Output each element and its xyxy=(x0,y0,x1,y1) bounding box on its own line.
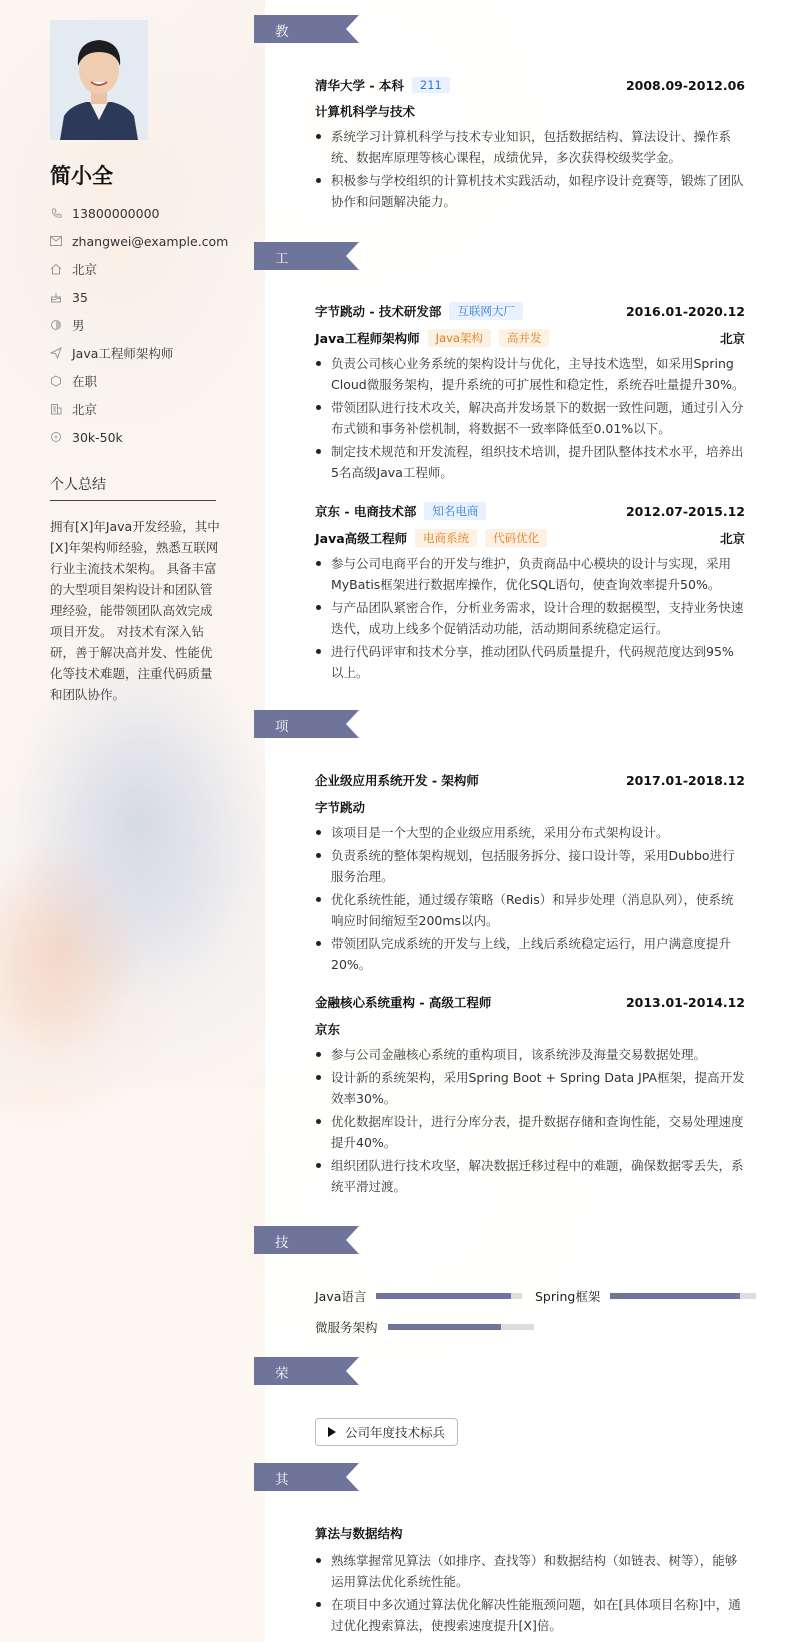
skill-bar xyxy=(610,1293,756,1299)
skill-name: Java语言 xyxy=(315,1289,367,1304)
project-title: 金融核心系统重构 - 高级工程师 xyxy=(315,995,492,1010)
job-title-value: Java工程师架构师 xyxy=(72,346,174,361)
project-date: 2013.01-2014.12 xyxy=(625,994,745,1010)
project-org: 字节跳动 xyxy=(315,800,366,815)
project-header-0 xyxy=(315,771,745,789)
address-value: 北京 xyxy=(72,262,98,277)
list-item: 该项目是一个大型的企业级应用系统，采用分布式架构设计。 xyxy=(315,822,745,843)
role-title: Java工程师架构师 xyxy=(315,331,420,346)
role-tag: 代码优化 xyxy=(485,529,547,547)
list-item: 熟练掌握常见算法（如排序、查找等）和数据结构（如链表、树等），能够运用算法优化系统性能。 xyxy=(315,1550,745,1592)
work-date: 2012.07-2015.12 xyxy=(625,503,745,519)
list-item: 带领团队进行技术攻关，解决高并发场景下的数据一致性问题，通过引入分布式锁和事务补偿机制，将数据不一致率降低至0.01%以下。 xyxy=(315,397,745,439)
role-tag: Java架构 xyxy=(428,329,491,347)
section-title-awards: 荣誉奖项 xyxy=(275,1366,289,1442)
home-icon xyxy=(50,263,62,275)
list-item: 与产品团队紧密合作，分析业务需求，设计合理的数据模型，支持业务快速迭代，成功上线多个促销活动功能，活动期间系统稳定运行。 xyxy=(315,597,745,639)
info-row-age xyxy=(50,283,250,311)
education-bullets xyxy=(315,126,745,214)
other-title: 算法与数据结构 xyxy=(315,1526,403,1541)
status-icon xyxy=(50,375,62,387)
section-title-other: 其他信息 xyxy=(275,1472,289,1548)
award-name: 公司年度技术标兵 xyxy=(345,1425,446,1440)
skill-name: 微服务架构 xyxy=(315,1320,378,1335)
list-item: 参与公司金融核心系统的重构项目，该系统涉及海量交易数据处理。 xyxy=(315,1044,745,1065)
section-title-projects: 项目经历 xyxy=(275,719,289,795)
list-item: 制定技术规范和开发流程，组织技术培训，提升团队整体技术水平，培养出5名高级Java工程师。 xyxy=(315,441,745,483)
play-icon xyxy=(328,1427,336,1437)
summary-title: 个人总结 xyxy=(50,477,106,493)
info-row-address xyxy=(50,255,250,283)
info-row-status xyxy=(50,367,250,395)
summary-divider xyxy=(50,500,216,501)
section-title-work: 工作经历 xyxy=(275,251,289,327)
award-chip xyxy=(315,1418,458,1446)
work-role-row-1 xyxy=(315,529,745,547)
skill-bar xyxy=(388,1324,534,1330)
skill-bar-fill xyxy=(610,1293,740,1299)
section-title-skills: 技能专长 xyxy=(275,1235,289,1311)
skill-item xyxy=(315,1287,522,1305)
work-header-1 xyxy=(315,502,745,520)
email-icon xyxy=(50,235,62,247)
list-item: 负责系统的整体架构规划，包括服务拆分、接口设计等，采用Dubbo进行服务治理。 xyxy=(315,845,745,887)
list-item: 积极参与学校组织的计算机技术实践活动，如程序设计竞赛等，锻炼了团队协作和问题解决能力。 xyxy=(315,170,745,212)
role-tag: 高并发 xyxy=(499,329,550,347)
age-value: 35 xyxy=(72,289,88,305)
project-org: 京东 xyxy=(315,1022,341,1037)
project-title: 企业级应用系统开发 - 架构师 xyxy=(315,773,479,788)
work-date: 2016.01-2020.12 xyxy=(625,303,745,319)
role-tag: 电商系统 xyxy=(415,529,477,547)
info-row-gender xyxy=(50,311,250,339)
education-header xyxy=(315,76,745,94)
education-date: 2008.09-2012.06 xyxy=(625,77,745,93)
send-icon xyxy=(50,347,62,359)
list-item: 优化数据库设计，进行分库分表，提升数据存储和查询性能，交易处理速度提升40%。 xyxy=(315,1111,745,1153)
cake-icon xyxy=(50,291,62,303)
work-bullets-0 xyxy=(315,353,745,485)
work-bullets-1 xyxy=(315,553,745,685)
contact-info-list xyxy=(50,199,250,451)
education-major: 计算机科学与技术 xyxy=(315,104,416,119)
status-value: 在职 xyxy=(72,374,98,389)
info-row-salary xyxy=(50,423,250,451)
info-row-city xyxy=(50,395,250,423)
company-name: 字节跳动 - 技术研发部 xyxy=(315,304,442,319)
gender-icon xyxy=(50,319,62,331)
summary-text: 拥有[X]年Java开发经验，其中[X]年架构师经验，熟悉互联网行业主流技术架构。 具备丰富的大型项目架构设计和团队管理经验，能带领团队高效完成项目开发。 对技术有深入钻研，善于解决高并发、性能优化等技术难题，注重代码质量和团队协作。 xyxy=(50,519,220,702)
phone-value: 13800000000 xyxy=(72,205,160,221)
phone-icon xyxy=(50,207,62,219)
project-header-1 xyxy=(315,993,745,1011)
info-row-email xyxy=(50,227,250,255)
project-bullets-0 xyxy=(315,822,745,977)
gender-value: 男 xyxy=(72,318,85,333)
city-value: 北京 xyxy=(72,402,98,417)
work-location: 北京 xyxy=(719,531,745,546)
info-row-title xyxy=(50,339,250,367)
list-item: 带领团队完成系统的开发与上线，上线后系统稳定运行，用户满意度提升20%。 xyxy=(315,933,745,975)
skill-item xyxy=(315,1318,534,1336)
salary-value: 30k-50k xyxy=(72,429,123,445)
skill-bar xyxy=(376,1293,522,1299)
other-bullets xyxy=(315,1550,745,1638)
school-name: 清华大学 - 本科 xyxy=(315,78,404,93)
role-title: Java高级工程师 xyxy=(315,531,408,546)
building-icon xyxy=(50,403,62,415)
list-item: 设计新的系统架构，采用Spring Boot + Spring Data JPA框架，提高开发效率30%。 xyxy=(315,1067,745,1109)
skill-name: Spring框架 xyxy=(535,1289,601,1304)
company-badge: 知名电商 xyxy=(424,502,486,520)
list-item: 在项目中多次通过算法优化解决性能瓶颈问题，如在[具体项目名称]中，通过优化搜索算法，使搜索速度提升[X]倍。 xyxy=(315,1594,745,1636)
list-item: 优化系统性能，通过缓存策略（Redis）和异步处理（消息队列），使系统响应时间缩短至200ms以内。 xyxy=(315,889,745,931)
company-name: 京东 - 电商技术部 xyxy=(315,504,417,519)
salary-icon xyxy=(50,431,62,443)
company-badge: 互联网大厂 xyxy=(449,302,523,320)
section-title-education: 教育经历 xyxy=(275,24,289,100)
work-location: 北京 xyxy=(719,331,745,346)
list-item: 进行代码评审和技术分享，推动团队代码质量提升，代码规范度达到95%以上。 xyxy=(315,641,745,683)
list-item: 参与公司电商平台的开发与维护，负责商品中心模块的设计与实现，采用MyBatis框架进行数据库操作，优化SQL语句，使查询效率提升50%。 xyxy=(315,553,745,595)
person-name: 简小全 xyxy=(50,164,113,188)
skill-item xyxy=(535,1287,756,1305)
list-item: 组织团队进行技术攻坚，解决数据迁移过程中的难题，确保数据零丢失，系统平滑过渡。 xyxy=(315,1155,745,1197)
avatar xyxy=(50,20,148,140)
list-item: 负责公司核心业务系统的架构设计与优化，主导技术选型，如采用Spring Cloud微服务架构，提升系统的可扩展性和稳定性，系统吞吐量提升30%。 xyxy=(315,353,745,395)
skill-bar-fill xyxy=(376,1293,510,1299)
project-date: 2017.01-2018.12 xyxy=(625,772,745,788)
project-bullets-1 xyxy=(315,1044,745,1199)
email-value: zhangwei@example.com xyxy=(72,233,229,249)
info-row-phone xyxy=(50,199,250,227)
work-role-row-0 xyxy=(315,329,745,347)
skill-bar-fill xyxy=(388,1324,502,1330)
work-header-0 xyxy=(315,302,745,320)
list-item: 系统学习计算机科学与技术专业知识，包括数据结构、算法设计、操作系统、数据库原理等核心课程，成绩优异，多次获得校级奖学金。 xyxy=(315,126,745,168)
school-badge: 211 xyxy=(412,77,450,93)
